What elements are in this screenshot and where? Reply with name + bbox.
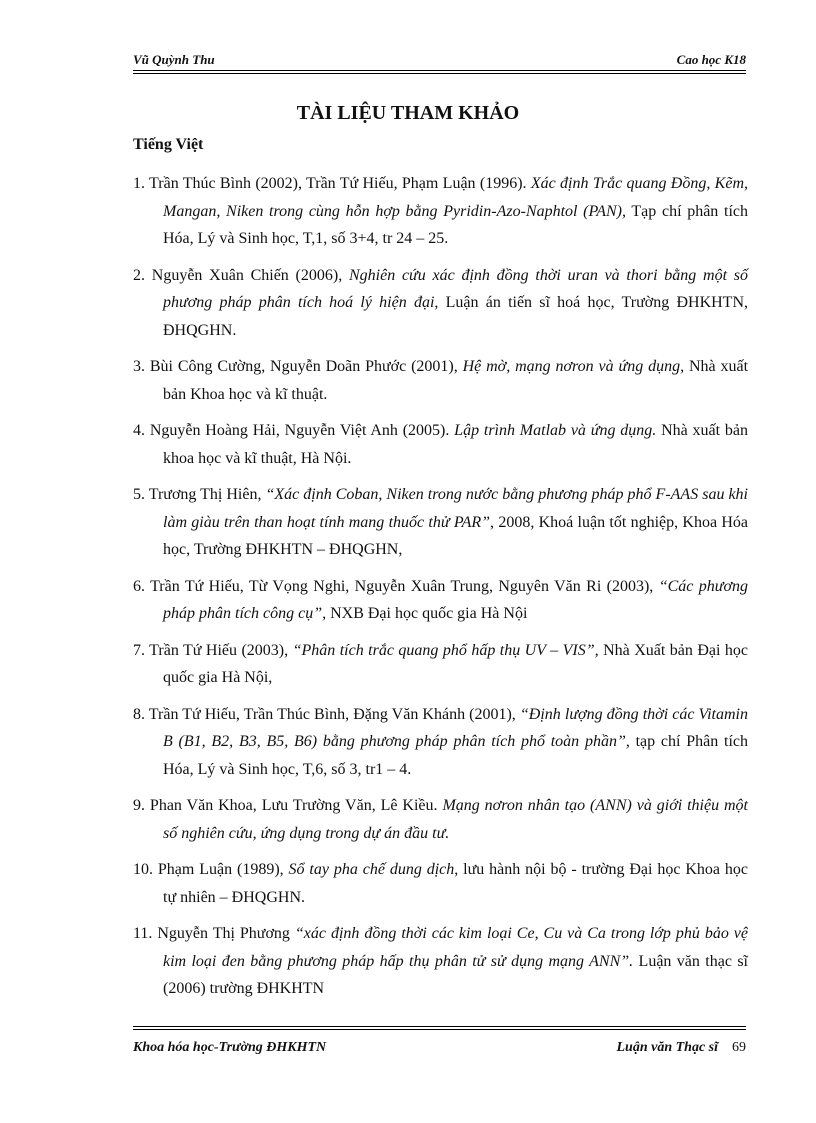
footer-rule-thin xyxy=(133,1026,746,1027)
reference-title: “Các phương pháp phân tích công cụ” xyxy=(163,577,749,622)
page-title: TÀI LIỆU THAM KHẢO xyxy=(296,102,520,124)
reference-source: , Luận án tiến sĩ hoá học, Trường ĐHKHTN, ĐHQGHN. xyxy=(163,294,749,339)
page-number: 69 xyxy=(732,1040,746,1055)
reference-number: 11. xyxy=(133,925,153,942)
footer-department: Khoa hóa học-Trường ĐHKHTN xyxy=(133,1040,327,1055)
reference-title: Mạng nơron nhân tạo (ANN) và giới thiệu một số nghiên cứu, ứng dụng trong dự án đầu tư. xyxy=(163,797,748,842)
reference-title: Lập trình Matlab và ứng dụng. xyxy=(454,422,657,439)
reference-source: Nhà Xuất bản Đại học quốc gia Hà Nội, xyxy=(163,641,749,686)
reference-item xyxy=(133,573,748,628)
reference-number: 10. xyxy=(133,861,153,878)
reference-authors: Trần Tứ Hiếu, Trần Thúc Bình, Đặng Văn Khánh (2001), xyxy=(148,705,520,723)
reference-item xyxy=(133,637,748,692)
reference-item xyxy=(133,792,748,847)
reference-item xyxy=(133,262,748,345)
reference-authors: Trần Tứ Hiếu (2003), xyxy=(149,641,293,659)
reference-number: 2. xyxy=(133,266,145,284)
reference-authors: Nguyễn Xuân Chiến (2006), xyxy=(151,266,349,284)
reference-title: “Xác định Coban, Niken trong nước bằng phương pháp phổ F-AAS sau khi làm giàu trên than hoạt tính mang thuốc thử PAR” xyxy=(163,486,749,531)
reference-number: 8. xyxy=(133,705,145,723)
reference-authors: Nguyễn Thị Phương xyxy=(157,925,295,942)
reference-title: “Định lượng đồng thời các Vitamin B (B1, B2, B3, B5, B6) bằng phương pháp phân tích phổ toàn phần” xyxy=(163,705,749,750)
reference-list xyxy=(133,170,748,1012)
reference-item xyxy=(133,701,748,784)
reference-source: Nhà xuất bản Khoa học và kĩ thuật. xyxy=(163,358,749,403)
header-rule-thin xyxy=(133,73,746,74)
reference-item xyxy=(133,170,748,253)
reference-source: Nhà xuất bản khoa học và kĩ thuật, Hà Nội. xyxy=(163,422,749,467)
reference-title: Hệ mờ, mạng nơron và ứng dụng, xyxy=(462,358,685,375)
reference-number: 1. xyxy=(133,175,145,192)
reference-authors: Trương Thị Hiên, xyxy=(148,486,266,503)
footer-rule xyxy=(133,1029,746,1030)
header-course: Cao học K18 xyxy=(676,52,746,67)
reference-number: 7. xyxy=(133,641,145,659)
reference-title: Sổ tay pha chế dung dịch xyxy=(288,861,455,878)
reference-authors: Bùi Công Cường, Nguyễn Doãn Phước (2001), xyxy=(149,358,463,375)
footer-thesis-label: Luận văn Thạc sĩ xyxy=(616,1040,718,1055)
reference-source: Tạp chí phân tích Hóa, Lý và Sinh học, T,1, số 3+4, tr 24 – 25. xyxy=(163,202,749,247)
reference-item xyxy=(133,920,748,1003)
header-rule xyxy=(133,70,746,71)
header-author: Vũ Quỳnh Thu xyxy=(133,52,215,67)
reference-number: 9. xyxy=(133,797,145,814)
reference-number: 3. xyxy=(133,358,145,375)
section-subtitle: Tiếng Việt xyxy=(133,136,204,153)
reference-item xyxy=(133,856,748,911)
reference-authors: Trần Thúc Bình (2002), Trần Tứ Hiếu, Phạm Luận (1996). xyxy=(149,175,531,192)
reference-source: , NXB Đại học quốc gia Hà Nội xyxy=(322,605,528,622)
reference-number: 5. xyxy=(133,486,145,503)
reference-source: , 2008, Khoá luận tốt nghiệp, Khoa Hóa học, Trường ĐHKHTN – ĐHQGHN, xyxy=(163,513,749,558)
reference-title: Nghiên cứu xác định đồng thời uran và thori bằng một số phương pháp phân tích hoá lý hiện đại xyxy=(163,266,749,311)
page-footer xyxy=(133,1040,746,1062)
reference-item xyxy=(133,417,748,472)
reference-title: “Phân tích trắc quang phổ hấp thụ UV – VIS”, xyxy=(292,641,599,659)
page-header xyxy=(133,52,746,72)
reference-source: , tạp chí Phân tích Hóa, Lý và Sinh học, T,6, số 3, tr1 – 4. xyxy=(163,733,748,778)
reference-title: “xác định đồng thời các kim loại Ce, Cu và Ca trong lớp phủ bảo vệ kim loại đen bằng phương pháp hấp thụ phân tử sử dụng mạng ANN”. xyxy=(163,925,749,970)
reference-source: Luận văn thạc sĩ (2006) trường ĐHKHTN xyxy=(163,952,748,997)
reference-source: , lưu hành nội bộ - trường Đại học Khoa học tự nhiên – ĐHQGHN. xyxy=(163,861,748,906)
reference-number: 4. xyxy=(133,422,145,439)
reference-authors: Phan Văn Khoa, Lưu Trường Văn, Lê Kiều. xyxy=(149,797,443,814)
reference-item xyxy=(133,481,748,564)
reference-authors: Nguyễn Hoàng Hải, Nguyễn Việt Anh (2005). xyxy=(149,422,455,439)
footer-right xyxy=(616,1040,746,1056)
reference-authors: Trần Tứ Hiếu, Từ Vọng Nghi, Nguyễn Xuân Trung, Nguyên Văn Ri (2003), xyxy=(150,577,659,595)
reference-authors: Phạm Luận (1989), xyxy=(157,861,289,878)
reference-number: 6. xyxy=(133,577,145,595)
reference-title: Xác định Trắc quang Đồng, Kẽm, Mangan, Niken trong cùng hỗn hợp bằng Pyridin-Azo-Naphtol (PAN), xyxy=(163,175,749,220)
reference-item xyxy=(133,353,748,408)
